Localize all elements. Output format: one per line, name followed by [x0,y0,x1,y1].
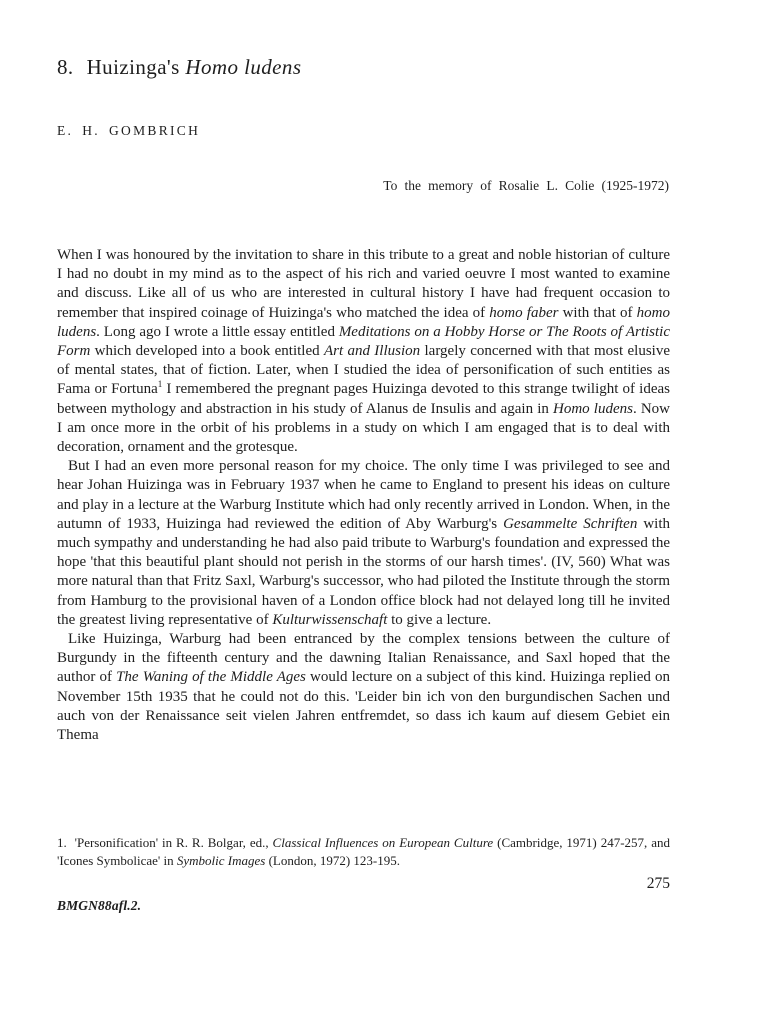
chapter-title-text: Huizinga's Homo ludens [86,55,302,79]
paragraph: When I was honoured by the invitation to share in this tribute to a great and noble historian of culture I had no doubt in my mind as to the aspect of his rich and varied oeuvre I most wanted to examine and discuss. Like all of us who are interested in cultural history I have had frequent occasion to remember that inspired coinage of Huizinga's who matched the idea of homo faber with that of homo ludens. Long ago I wrote a little essay entitled Meditations on a Hobby Horse or The Roots of Artistic Form which developed into a book entitled Art and Illusion largely concerned with that most elusive of mental states, that of fiction. Later, when I studied the idea of personification of such entities as Fama or Fortuna$^1$ I remembered the pregnant pages Huizinga devoted to this strange twilight of ideas between mythology and abstraction in his study of Alanus de Insulis and again in Homo ludens. Now I am once more in the orbit of his problems in a study on which I am engaged that is to deal with decoration, ornament and the grotesque. [57,247,671,456]
article-body [57,246,670,745]
chapter-title [57,55,301,80]
footnote: 1. 'Personification' in R. R. Bolgar, ed., Classical Influences on European Culture (Cambridge, 1971) 247-257, and 'Icones Symbolicae' in Symbolic Images (London, 1972) 123-195. [57,835,670,868]
page-number: 275 [646,875,670,892]
journal-signature: BMGN88afl.2. [57,898,142,913]
paragraph: Like Huizinga, Warburg had been entranced by the complex tensions between the culture of Burgundy in the fifteenth century and the dawning Italian Renaissance, and Saxl hoped that the author of The Waning of the Middle Ages would lecture on a subject of this kind. Huizinga replied on November 15th 1935 that he could not do this. 'Leider bin ich von den burgundischen Sachen und auch von der Renaissance seit vielen Jahren entfremdet, so dass ich kaum auf diesem Gebiet ein Thema [57,631,670,744]
paragraph: But I had an even more personal reason for my choice. The only time I was privileged to see and hear Johan Huizinga was in February 1937 when he came to England to present his ideas on culture and play in a lecture at the Warburg Institute which had only recently arrived in London. When, in the autumn of 1933, Huizinga had reviewed the edition of Aby Warburg's Gesammelte Schriften with much sympathy and understanding he had also paid tribute to Warburg's foundation and expressed the hope 'that this beautiful plant should not perish in the storms of our harsh times'. (IV, 560) What was more natural than that Fritz Saxl, Warburg's successor, who had piloted the Institute through the storm from Hamburg to the provisional haven of a London office block had not delayed long till he invited the greatest living representative of Kulturwissenschaft to give a lecture. [57,458,670,628]
author-name: E. H. GOMBRICH [57,123,201,138]
dedication: To the memory of Rosalie L. Colie (1925-1972) [383,178,669,193]
chapter-number: 8. [57,55,74,79]
